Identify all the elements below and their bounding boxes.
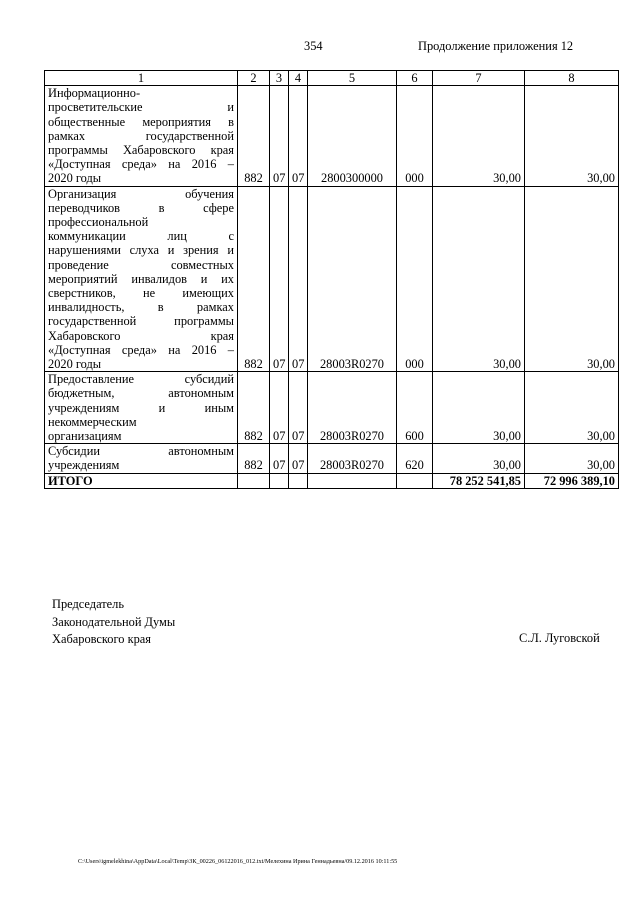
admin-code: 882 (238, 186, 270, 372)
expense-type-code: 600 (397, 372, 433, 444)
row-description: Информационно- просветительские и общественные мероприятия в рамках государственной программы Хабаровского края «Доступная среда» на 2016 – 2020 годы (45, 86, 238, 186)
total-label: ИТОГО (45, 473, 238, 488)
column-header: 5 (308, 71, 397, 86)
empty-cell (289, 473, 308, 488)
section-code: 07 (270, 372, 289, 444)
admin-code: 882 (238, 372, 270, 444)
section-code: 07 (270, 186, 289, 372)
row-description: Субсидии автономным учреждениям (45, 444, 238, 473)
signature-block (52, 596, 175, 649)
subsection-code: 07 (289, 372, 308, 444)
amount-col8: 30,00 (525, 86, 619, 186)
amount-col7: 30,00 (433, 86, 525, 186)
signer-title-line: Хабаровского края (52, 632, 151, 646)
table-row (45, 86, 619, 186)
total-col8: 72 996 389,10 (525, 473, 619, 488)
expense-type-code: 000 (397, 186, 433, 372)
amount-col8: 30,00 (525, 372, 619, 444)
column-header: 3 (270, 71, 289, 86)
column-header: 2 (238, 71, 270, 86)
footer-file-path: C:\Users\igmelekhina\AppData\Local\Temp\ЗК_00226_06122016_012.txt/Мелехина Ирина Геннадьевна/09.12.2016 10:11:55 (78, 858, 398, 865)
expense-type-code: 000 (397, 86, 433, 186)
signer-title-line: Законодательной Думы (52, 614, 176, 629)
subsection-code: 07 (289, 186, 308, 372)
amount-col7: 30,00 (433, 444, 525, 473)
total-row (45, 473, 619, 488)
target-code: 2800300000 (308, 86, 397, 186)
section-code: 07 (270, 444, 289, 473)
appendix-continuation-note: Продолжение приложения 12 (418, 39, 574, 53)
column-header: 6 (397, 71, 433, 86)
subsection-code: 07 (289, 444, 308, 473)
amount-col7: 30,00 (433, 372, 525, 444)
signer-name: С.Л. Луговской (519, 631, 600, 645)
section-code: 07 (270, 86, 289, 186)
empty-cell (238, 473, 270, 488)
admin-code: 882 (238, 444, 270, 473)
total-col7: 78 252 541,85 (433, 473, 525, 488)
empty-cell (397, 473, 433, 488)
column-number-row (45, 71, 619, 86)
empty-cell (270, 473, 289, 488)
column-header: 7 (433, 71, 525, 86)
amount-col8: 30,00 (525, 186, 619, 372)
subsection-code: 07 (289, 86, 308, 186)
row-description: Предоставление субсидий бюджетным, автономным учреждениям и иным некоммерческим организациям (45, 372, 238, 444)
row-description: Организация обучения переводчиков в сфере профессиональной коммуникации лиц с нарушениями слуха и зрения и проведение совместных мероприятий инвалидов и их сверстников, не имеющих инвалидность, в рамках государственной программы Хабаровского края «Доступная среда» на 2016 – 2020 годы (45, 186, 238, 372)
page-number: 354 (304, 39, 323, 53)
empty-cell (308, 473, 397, 488)
column-header: 4 (289, 71, 308, 86)
target-code: 28003R0270 (308, 186, 397, 372)
amount-col8: 30,00 (525, 444, 619, 473)
expense-type-code: 620 (397, 444, 433, 473)
amount-col7: 30,00 (433, 186, 525, 372)
table-row (45, 444, 619, 473)
table-row (45, 186, 619, 372)
admin-code: 882 (238, 86, 270, 186)
target-code: 28003R0270 (308, 372, 397, 444)
signer-title-line: Председатель (52, 597, 125, 611)
budget-table (44, 70, 619, 489)
target-code: 28003R0270 (308, 444, 397, 473)
table-row (45, 372, 619, 444)
column-header: 1 (45, 71, 238, 86)
column-header: 8 (525, 71, 619, 86)
